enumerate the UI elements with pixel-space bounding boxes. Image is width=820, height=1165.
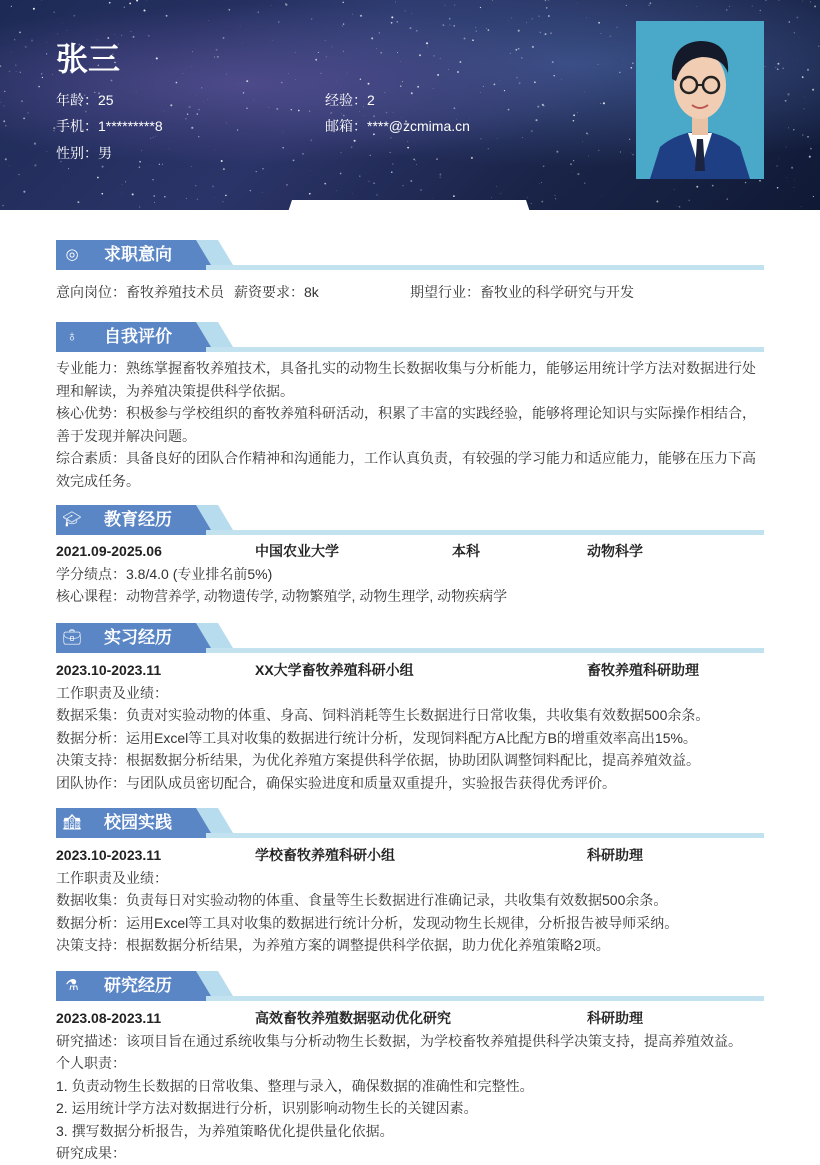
research-line: 研究描述：该项目旨在通过系统收集与分析动物生长数据，为学校畜牧养殖提供科学决策支持，提高养殖效益。 xyxy=(56,1030,768,1053)
campus-line: 工作职责及业绩： xyxy=(56,867,768,890)
major: 动物科学 xyxy=(587,540,643,563)
campus-content xyxy=(56,844,768,957)
profile-photo xyxy=(636,21,764,179)
job-intent-content xyxy=(56,281,768,304)
research-line: 3. 撰写数据分析报告，为养殖策略优化提供量化依据。 xyxy=(56,1120,768,1143)
internship-content xyxy=(56,659,768,794)
expected-industry: 期望行业：畜牧业的科学研究与开发 xyxy=(410,281,634,304)
lightbulb-icon: ♁ xyxy=(62,327,82,347)
graduation-cap-icon: 🎓︎ xyxy=(62,510,82,530)
research-line: 2. 运用统计学方法对数据进行分析，识别影响动物生长的关键因素。 xyxy=(56,1097,768,1120)
candidate-name: 张三 xyxy=(56,34,120,80)
section-header-campus-practice xyxy=(56,808,764,840)
salary-expectation: 薪资要求：8k xyxy=(234,281,319,304)
campus-line: 数据分析：运用Excel等工具对收集的数据进行统计分析，发现动物生长规律，分析报告被导师采纳。 xyxy=(56,912,768,935)
education-content xyxy=(56,540,768,608)
intended-position: 意向岗位：畜牧养殖技术员 xyxy=(56,281,224,304)
self-eval-line: 综合素质：具备良好的团队合作精神和沟通能力，工作认真负责，有较强的学习能力和适应能力，能够在压力下高效完成任务。 xyxy=(56,447,768,492)
campus-line: 决策支持：根据数据分析结果，为养殖方案的调整提供科学依据，助力优化养殖策略2项。 xyxy=(56,934,768,957)
internship-org: XX大学畜牧养殖科研小组 xyxy=(255,659,414,682)
section-title: 自我评价 xyxy=(104,325,172,349)
flask-icon: ⚗︎ xyxy=(62,976,82,996)
section-header-self-evaluation xyxy=(56,322,764,354)
campus-role: 科研助理 xyxy=(587,844,643,867)
email: 邮箱：****@zcmima.cn xyxy=(325,116,470,136)
internship-line: 决策支持：根据数据分析结果，为优化养殖方案提供科学依据，协助团队调整饲料配比，提高养殖效益。 xyxy=(56,749,768,772)
education-date: 2021.09-2025.06 xyxy=(56,540,162,563)
building-icon: 🏫︎ xyxy=(62,813,82,833)
internship-line: 工作职责及业绩： xyxy=(56,682,768,705)
section-title: 求职意向 xyxy=(104,243,172,267)
campus-org: 学校畜牧养殖科研小组 xyxy=(255,844,395,867)
self-eval-line: 核心优势：积极参与学校组织的畜牧养殖科研活动，积累了丰富的实践经验，能够将理论知识与实际操作相结合，善于发现并解决问题。 xyxy=(56,402,768,447)
gender: 性别：男 xyxy=(56,143,112,163)
core-courses: 核心课程：动物营养学, 动物遗传学, 动物繁殖学, 动物生理学, 动物疾病学 xyxy=(56,585,768,608)
campus-date: 2023.10-2023.11 xyxy=(56,844,161,867)
gpa: 学分绩点：3.8/4.0 (专业排名前5%) xyxy=(56,563,768,586)
section-title: 校园实践 xyxy=(104,811,172,835)
briefcase-icon: 💼︎ xyxy=(62,628,82,648)
section-title: 实习经历 xyxy=(104,626,172,650)
section-header-internship xyxy=(56,623,764,655)
campus-line: 数据收集：负责每日对实验动物的体重、食量等生长数据进行准确记录，共收集有效数据500余条。 xyxy=(56,889,768,912)
internship-line: 数据分析：运用Excel等工具对收集的数据进行统计分析，发现饲料配方A比配方B的增重效率高出15%。 xyxy=(56,727,768,750)
internship-line: 团队协作：与团队成员密切配合，确保实验进度和质量双重提升，实验报告获得优秀评价。 xyxy=(56,772,768,795)
research-line: 1. 负责动物生长数据的日常收集、整理与录入，确保数据的准确性和完整性。 xyxy=(56,1075,768,1098)
internship-role: 畜牧养殖科研助理 xyxy=(587,659,699,682)
self-evaluation-content xyxy=(56,357,768,492)
header-banner xyxy=(0,0,820,210)
section-header-education xyxy=(56,505,764,537)
section-title: 研究经历 xyxy=(104,974,172,998)
internship-line: 数据采集：负责对实验动物的体重、身高、饲料消耗等生长数据进行日常收集，共收集有效数据500余条。 xyxy=(56,704,768,727)
target-icon: ◎ xyxy=(62,245,82,265)
research-project: 高效畜牧养殖数据驱动优化研究 xyxy=(255,1007,451,1030)
internship-date: 2023.10-2023.11 xyxy=(56,659,161,682)
age: 年龄：25 xyxy=(56,90,114,110)
experience: 经验：2 xyxy=(325,90,375,110)
section-title: 教育经历 xyxy=(104,508,172,532)
self-eval-line: 专业能力：熟练掌握畜牧养殖技术，具备扎实的动物生长数据收集与分析能力，能够运用统计学方法对数据进行处理和解读，为养殖决策提供科学依据。 xyxy=(56,357,768,402)
phone: 手机：1*********8 xyxy=(56,116,163,136)
banner-tab-notch xyxy=(288,200,530,210)
school-name: 中国农业大学 xyxy=(255,540,339,563)
section-header-job-intent xyxy=(56,240,764,272)
research-date: 2023.08-2023.11 xyxy=(56,1007,161,1030)
section-header-research xyxy=(56,971,764,1003)
research-line: 个人职责： xyxy=(56,1052,768,1075)
research-content xyxy=(56,1007,768,1165)
degree: 本科 xyxy=(452,540,480,563)
research-line: 研究成果： xyxy=(56,1142,768,1165)
research-role: 科研助理 xyxy=(587,1007,643,1030)
